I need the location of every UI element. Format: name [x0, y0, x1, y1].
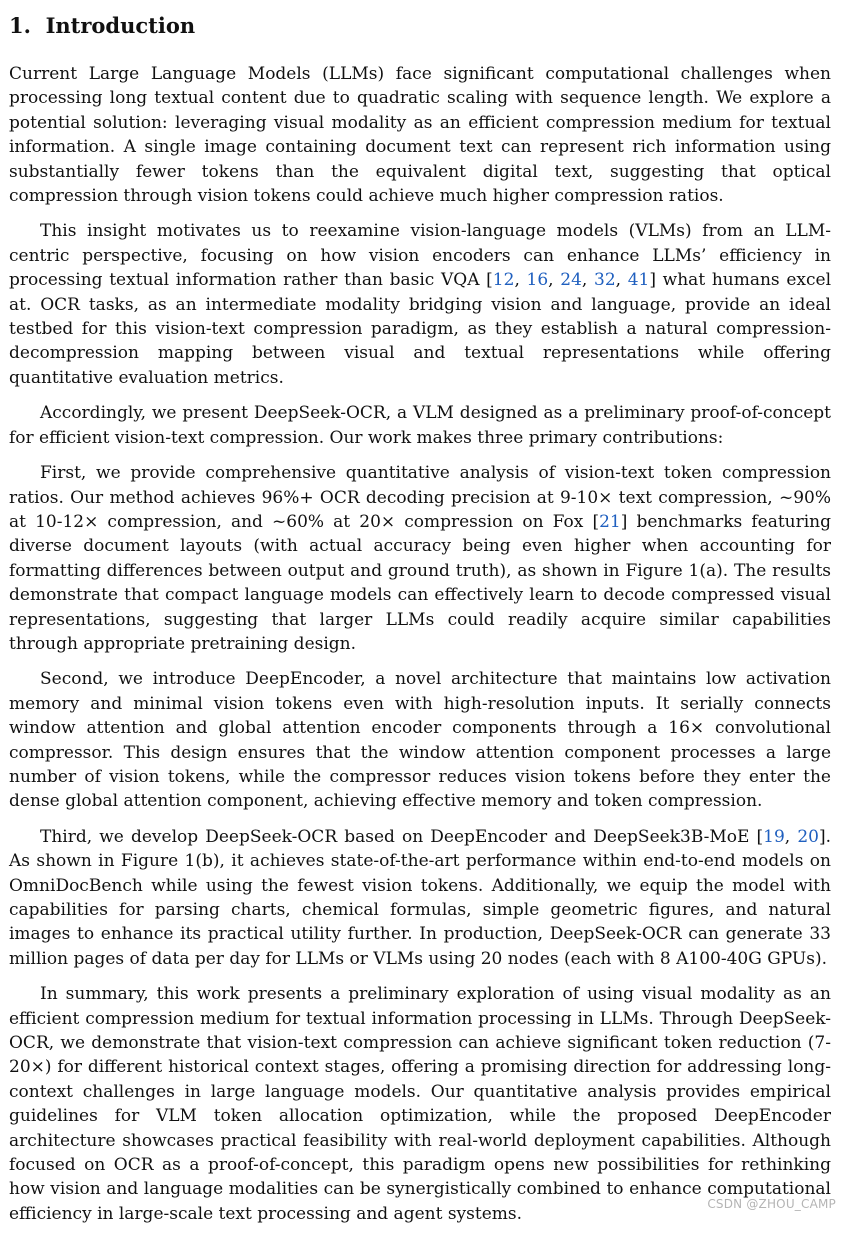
citation-link[interactable]: 24 [560, 270, 582, 291]
citation-link[interactable]: 21 [599, 511, 621, 532]
citation-link[interactable]: 16 [526, 270, 549, 291]
paragraph-text: ]. As shown in Figure 1(b), it achieves state-of-the-art performance within end-to-end models on OmniDocBench while using the fewest vision tokens. Additionally, we equip the model with capabilities for parsing charts, chemical formulas, simple geometric figures, and natural images to enhance its practical utility further. In production, DeepSeek-OCR can generate 33 million pages of data per day for LLMs or VLMs using 20 nodes (each with 8 A100-40G GPUs). [9, 826, 831, 969]
paragraph-text: Third, we develop DeepSeek-OCR based on DeepEncoder and DeepSeek3B-MoE [ [40, 826, 764, 847]
citation-link[interactable]: 41 [627, 270, 650, 291]
paragraph-text: In summary, this work presents a preliminary exploration of using visual modality as an efficient compression medium for textual information processing in LLMs. Through DeepSeek-OCR, we demonstrate that vision-text compression can achieve significant token reduction (7-20×) for different historical context stages, offering a promising direction for addressing long-context challenges in large language models. Our quantitative analysis provides empirical guidelines for VLM token allocation optimization, while the proposed DeepEncoder architecture showcases practical feasibility with real-world deployment capabilities. Although focused on OCR as a proof-of-concept, this paradigm opens new possibilities for rethinking how vision and language modalities can be synergistically combined to enhance computational efficiency in large-scale text processing and agent systems. [9, 984, 831, 1224]
paragraph-text: Accordingly, we present DeepSeek-OCR, a VLM designed as a preliminary proof-of-concept for efficient vision-text compression. Our work makes three primary contributions: [9, 403, 831, 448]
paragraph-text: This insight motivates us to reexamine vision-language models (VLMs) from an LLM-centric perspective, focusing on how vision encoders can enhance LLMs’ efficiency in processing textual information rather than basic VQA [ [9, 221, 831, 291]
citation-link[interactable]: 32 [594, 270, 616, 291]
section-heading [9, 8, 831, 44]
citation-link[interactable]: 20 [797, 826, 819, 847]
section-number: 1. [9, 13, 31, 38]
watermark: CSDN @ZHOU_CAMP [707, 1197, 836, 1211]
paragraph-text: ] benchmarks featuring diverse document layouts (with actual accuracy being even higher when accounting for formatting differences between output and ground truth), as shown in Figure 1(a). The results demonstrate that compact language models can effectively learn to decode compressed visual representations, suggesting that larger LLMs could readily acquire similar capabilities through appropriate pretraining design. [9, 511, 831, 654]
citation-link[interactable]: 12 [492, 270, 515, 291]
paragraph-text: First, we provide comprehensive quantitative analysis of vision-text token compression ratios. Our method achieves 96%+ OCR decoding precision at 9-10× text compression, ~90% at 10-12× compression, and ~60% at 20× compression on Fox [ [9, 463, 831, 532]
paragraph-text: ] what humans excel at. OCR tasks, as an intermediate modality bridging vision and language, provide an ideal testbed for this vision-text compression paradigm, as they establish a natural compression-decompression mapping between visual and textual representations while offering quantitative evaluation metrics. [9, 270, 832, 388]
paragraph-6: Third, we develop DeepSeek-OCR based on DeepEncoder and DeepSeek3B-MoE [19, 20]. As shown in Figure 1(b), it achieves state-of-the-art performance within end-to-end models on OmniDocBench while using the fewest vision tokens. Additionally, we equip the model with capabilities for parsing charts, chemical formulas, simple geometric figures, and natural images to enhance its practical utility further. In production, DeepSeek-OCR can generate 33 million pages of data per day for LLMs or VLMs using 20 nodes (each with 8 A100-40G GPUs). [9, 826, 831, 969]
paragraph-4 [9, 461, 831, 656]
paragraph-1 [9, 62, 831, 208]
paragraph-7 [9, 982, 831, 1226]
paragraph-3 [9, 401, 831, 450]
citation-link[interactable]: 19 [763, 826, 785, 847]
paragraph-text: Current Large Language Models (LLMs) face significant computational challenges when processing long textual content due to quadratic scaling with sequence length. We explore a potential solution: leveraging visual modality as an efficient compression medium for textual information. A single image containing document text can represent rich information using substantially fewer tokens than the equivalent digital text, suggesting that optical compression through vision tokens could achieve much higher compression ratios. [9, 64, 831, 207]
section-body [9, 62, 831, 1226]
section-title: Introduction [45, 13, 196, 38]
paragraph-5 [9, 667, 831, 813]
paragraph-2: This insight motivates us to reexamine vision-language models (VLMs) from an LLM-centric perspective, focusing on how vision encoders can enhance LLMs’ efficiency in processing textual information rather than basic VQA [12, 16, 24, 32, 41] what humans excel at. OCR tasks, as an intermediate modality bridging vision and language, provide an ideal testbed for this vision-text compression paradigm, as they establish a natural compression-decompression mapping between visual and textual representations while offering quantitative evaluation metrics. [9, 221, 832, 388]
paragraph-text: Second, we introduce DeepEncoder, a novel architecture that maintains low activation memory and minimal vision tokens even with high-resolution inputs. It serially connects window attention and global attention encoder components through a 16× convolutional compressor. This design ensures that the window attention component processes a large number of vision tokens, while the compressor reduces vision tokens before they enter the dense global attention component, achieving effective memory and token compression. [9, 669, 831, 812]
paper-page [9, 8, 831, 1237]
